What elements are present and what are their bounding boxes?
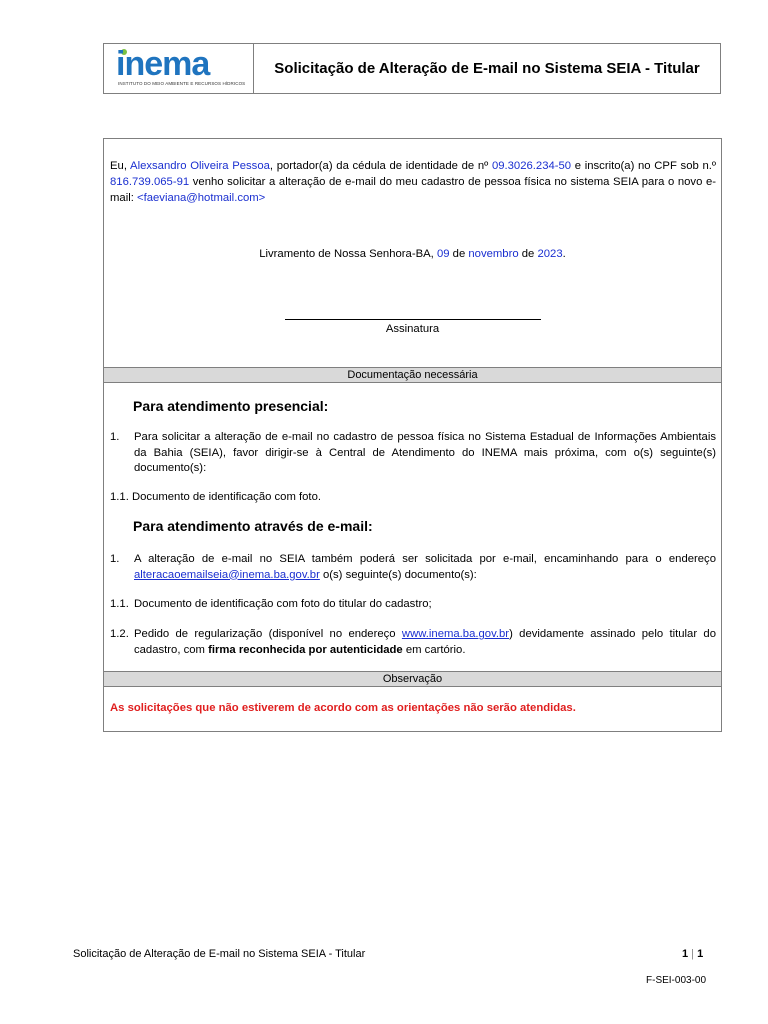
- request-email-link[interactable]: alteracaoemailseia@inema.ba.gov.br: [134, 568, 320, 581]
- email-item: [110, 552, 716, 583]
- inema-logo: [104, 44, 254, 93]
- item-number: 1.: [110, 431, 120, 443]
- applicant-name: Alexsandro Oliveira Pessoa: [130, 160, 270, 172]
- date-sep-2: de: [518, 248, 538, 260]
- decl-text-3: e inscrito(a) no CPF sob n.º: [571, 160, 716, 172]
- date-sep-1: de: [449, 248, 469, 260]
- subitem-number: 1.2.: [110, 628, 129, 640]
- form-body: [103, 138, 722, 732]
- email-subitem-1: [110, 597, 716, 613]
- subitem-text: Documento de identificação com foto do titular do cadastro;: [134, 598, 432, 610]
- presencial-subitem: [110, 490, 716, 506]
- item-number: 1.: [110, 553, 120, 565]
- presencial-heading: Para atendimento presencial:: [133, 398, 329, 414]
- decl-text-4: venho solicitar a alteração de e-mail do meu cadastro de pessoa física no sistema SEIA para o novo e-mail:: [110, 176, 716, 204]
- date-place: Livramento de Nossa Senhora-BA,: [259, 248, 437, 260]
- cpf-number: 816.739.065-91: [110, 176, 190, 188]
- item-text: [134, 552, 716, 583]
- sub2-text-b: ) devidamente assinado pelo titular do cadastro, com: [134, 628, 716, 656]
- signature-line: [285, 319, 541, 320]
- decl-text-1: Eu,: [110, 160, 131, 172]
- signature-label: Assinatura: [385, 323, 440, 335]
- email-heading: Para atendimento através de e-mail:: [133, 518, 373, 534]
- page-number: [682, 948, 703, 960]
- inema-website-link[interactable]: www.inema.ba.gov.br: [401, 628, 510, 640]
- decl-text-2: , portador(a) da cédula de identidade de nº: [269, 160, 492, 172]
- documentation-band: Documentação necessária: [104, 367, 721, 383]
- sub2-text-a: Pedido de regularização (disponível no endereço: [134, 628, 402, 640]
- date-line: [104, 248, 721, 260]
- declaration-paragraph: [110, 158, 716, 206]
- document-title: Solicitação de Alteração de E-mail no Sistema SEIA - Titular: [274, 60, 700, 77]
- page-current: 1: [682, 948, 689, 960]
- page-total: 1: [697, 948, 704, 960]
- document-header: [103, 43, 721, 94]
- logo-subtitle: INSTITUTO DO MEIO AMBIENTE E RECURSOS HÍDRICOS: [118, 81, 246, 86]
- date-year: 2023: [537, 248, 563, 260]
- date-day: 09: [436, 248, 450, 260]
- footer-title: Solicitação de Alteração de E-mail no Sistema SEIA - Titular: [73, 948, 366, 960]
- sub2-bold-text: firma reconhecida por autenticidade: [208, 643, 403, 656]
- date-end: .: [562, 248, 566, 260]
- subitem-number: 1.1.: [110, 598, 129, 610]
- observation-band: Observação: [104, 671, 721, 687]
- page-separator: |: [688, 948, 698, 960]
- date-month: novembro: [468, 248, 519, 260]
- presencial-item: [110, 430, 716, 477]
- item-text: Para solicitar a alteração de e-mail no cadastro de pessoa física no Sistema Estadual de Informações Ambientais da Bahia (SEIA), favor dirigir-se à Central de Atendimento do INEMA mais próxima, com o(s) seguinte(s) documento(s):: [134, 431, 716, 474]
- rg-number: 09.3026.234-50: [491, 160, 572, 172]
- new-email: <faeviana@hotmail.com>: [137, 192, 266, 204]
- subitem-text: [134, 627, 716, 658]
- email-subitem-2: [110, 627, 716, 658]
- email-item-text-a: A alteração de e-mail no SEIA também poderá ser solicitada por e-mail, encaminhando para o endereço: [134, 553, 716, 565]
- form-code: F-SEI-003-00: [646, 975, 707, 986]
- sub2-text-c: em cartório.: [402, 643, 466, 656]
- observation-warning: As solicitações que não estiverem de acordo com as orientações não serão atendidas.: [110, 702, 576, 714]
- logo-wordmark: inema: [116, 45, 210, 83]
- subitem-text: 1.1. Documento de identificação com foto.: [110, 491, 321, 503]
- email-item-text-b: o(s) seguinte(s) documento(s):: [319, 568, 477, 581]
